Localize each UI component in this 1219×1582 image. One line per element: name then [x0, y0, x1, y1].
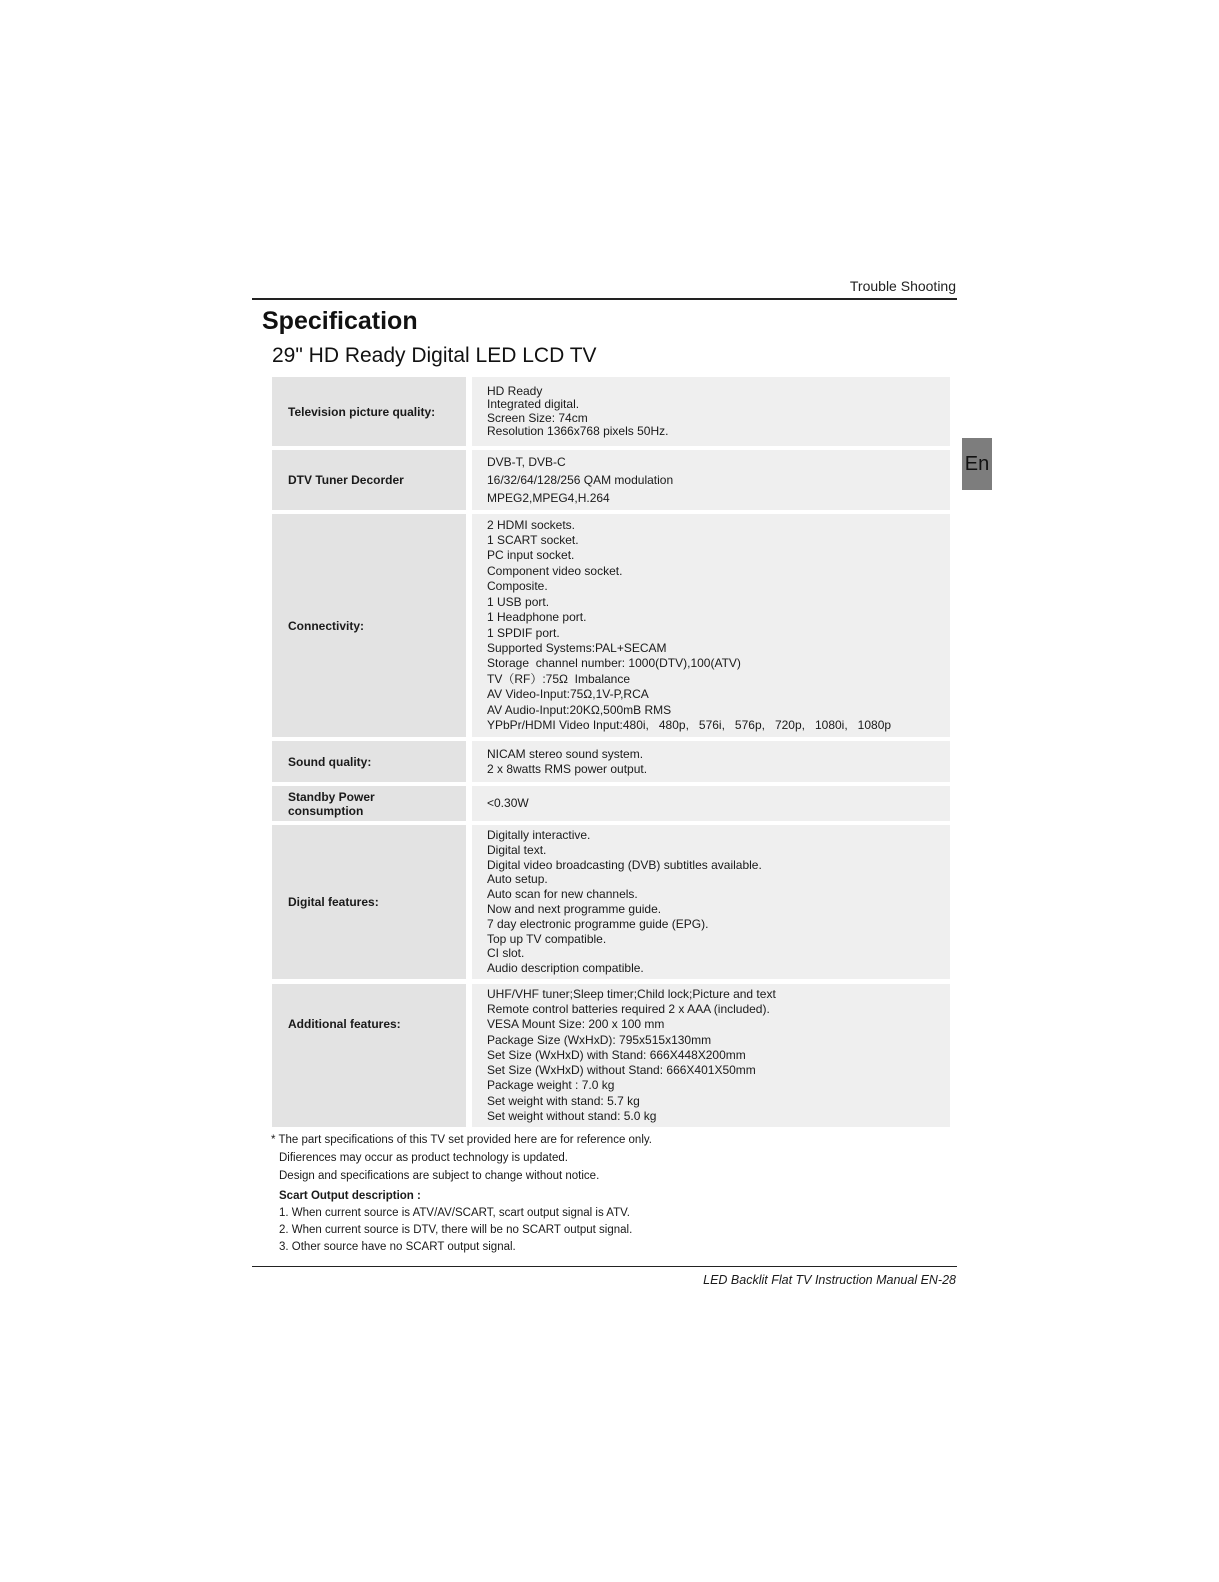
- scart-output-heading: Scart Output description :: [279, 1190, 421, 1202]
- notes-section: [271, 1131, 951, 1256]
- spec-row-picture-quality: [272, 377, 950, 446]
- spec-line: Digitally interactive.: [487, 828, 591, 843]
- spec-line: Storage channel number: 1000(DTV),100(ATV): [487, 656, 741, 671]
- spec-line: CI slot.: [487, 946, 525, 961]
- spec-value: [472, 450, 950, 510]
- spec-line: UHF/VHF tuner;Sleep timer;Child lock;Picture and text: [487, 987, 776, 1002]
- spec-line: Package weight : 7.0 kg: [487, 1078, 615, 1093]
- spec-row-sound-quality: [272, 741, 950, 782]
- spec-line: Auto setup.: [487, 872, 548, 887]
- spec-line: HD Ready: [487, 383, 543, 398]
- bottom-divider: [252, 1266, 957, 1267]
- spec-line: Set weight without stand: 5.0 kg: [487, 1108, 657, 1123]
- spec-label: DTV Tuner Decorder: [272, 450, 466, 510]
- spec-value: [472, 514, 950, 737]
- spec-value: [472, 825, 950, 979]
- spec-row-dtv-tuner: [272, 450, 950, 510]
- spec-line: Top up TV compatible.: [487, 931, 607, 946]
- spec-line: 1 Headphone port.: [487, 610, 587, 625]
- spec-line: Remote control batteries required 2 x AAA (included).: [487, 1002, 770, 1017]
- spec-line: 2 HDMI sockets.: [487, 517, 576, 532]
- spec-label: Standby Power consumption: [272, 786, 466, 821]
- spec-line: Composite.: [487, 579, 548, 594]
- spec-line: Set weight with stand: 5.7 kg: [487, 1093, 640, 1108]
- spec-line: Audio description compatible.: [487, 961, 644, 976]
- language-tab: En: [962, 438, 992, 490]
- spec-line: 16/32/64/128/256 QAM modulation: [487, 473, 674, 487]
- spec-line: Integrated digital.: [487, 397, 580, 411]
- spec-value: [472, 984, 950, 1127]
- spec-line: Set Size (WxHxD) with Stand: 666X448X200mm: [487, 1047, 746, 1062]
- spec-value: [472, 741, 950, 782]
- spec-line: TV（RF）:75Ω Imbalance: [487, 671, 631, 686]
- spec-line: Supported Systems:PAL+SECAM: [487, 640, 667, 655]
- spec-line: Resolution 1366x768 pixels 50Hz.: [487, 424, 669, 438]
- spec-line: Now and next programme guide.: [487, 902, 662, 916]
- spec-line: YPbPr/HDMI Video Input:480i, 480p, 576i, 576p, 720p, 1080i, 1080p: [487, 717, 892, 732]
- section-header: Trouble Shooting: [849, 278, 956, 294]
- spec-label: Additional features:: [272, 984, 466, 1127]
- spec-line: NICAM stereo sound system.: [487, 746, 644, 761]
- spec-line: PC input socket.: [487, 548, 575, 563]
- spec-line: AV Video-Input:75Ω,1V-P,RCA: [487, 687, 649, 702]
- page-footer: LED Backlit Flat TV Instruction Manual EN-28: [703, 1273, 956, 1287]
- page-title: Specification: [262, 307, 418, 335]
- spec-row-additional-features: [272, 984, 950, 1127]
- scart-output-item: 2. When current source is DTV, there will be no SCART output signal.: [279, 1224, 633, 1236]
- top-divider: [252, 298, 957, 300]
- page-subtitle: 29" HD Ready Digital LED LCD TV: [272, 344, 597, 367]
- spec-row-connectivity: [272, 514, 950, 737]
- spec-line: Component video socket.: [487, 563, 623, 578]
- spec-label: Sound quality:: [272, 741, 466, 782]
- spec-row-digital-features: [272, 825, 950, 979]
- spec-line: 1 USB port.: [487, 594, 550, 609]
- scart-output-item: 1. When current source is ATV/AV/SCART, scart output signal is ATV.: [279, 1207, 630, 1219]
- spec-value: [472, 377, 950, 446]
- spec-line: Digital video broadcasting (DVB) subtitles available.: [487, 857, 762, 872]
- spec-line: DVB-T, DVB-C: [487, 455, 566, 469]
- spec-row-standby-power: [272, 786, 950, 821]
- spec-line: 7 day electronic programme guide (EPG).: [487, 916, 709, 931]
- spec-line: AV Audio-Input:20KΩ,500mB RMS: [487, 702, 672, 717]
- spec-line: 1 SPDIF port.: [487, 625, 560, 640]
- spec-line: 2 x 8watts RMS power output.: [487, 761, 648, 776]
- scart-output-item: 3. Other source have no SCART output signal.: [279, 1241, 516, 1253]
- spec-line: Screen Size: 74cm: [487, 410, 588, 425]
- spec-line: Set Size (WxHxD) without Stand: 666X401X50mm: [487, 1063, 756, 1078]
- spec-line: VESA Mount Size: 200 x 100 mm: [487, 1017, 665, 1032]
- spec-line: Package Size (WxHxD): 795x515x130mm: [487, 1032, 712, 1047]
- spec-label: Digital features:: [272, 825, 466, 979]
- note-line: * The part specifications of this TV set provided here are for reference only.: [271, 1134, 652, 1146]
- spec-line: MPEG2,MPEG4,H.264: [487, 491, 610, 505]
- spec-label: Connectivity:: [272, 514, 466, 737]
- note-line: Difierences may occur as product technology is updated.: [279, 1152, 568, 1164]
- spec-line: 1 SCART socket.: [487, 533, 579, 548]
- note-line: Design and specifications are subject to change without notice.: [279, 1170, 600, 1182]
- spec-line: Digital text.: [487, 842, 547, 857]
- spec-line: <0.30W: [487, 796, 529, 810]
- spec-line: Auto scan for new channels.: [487, 887, 638, 902]
- spec-value: [472, 786, 950, 821]
- spec-label: Television picture quality:: [272, 377, 466, 446]
